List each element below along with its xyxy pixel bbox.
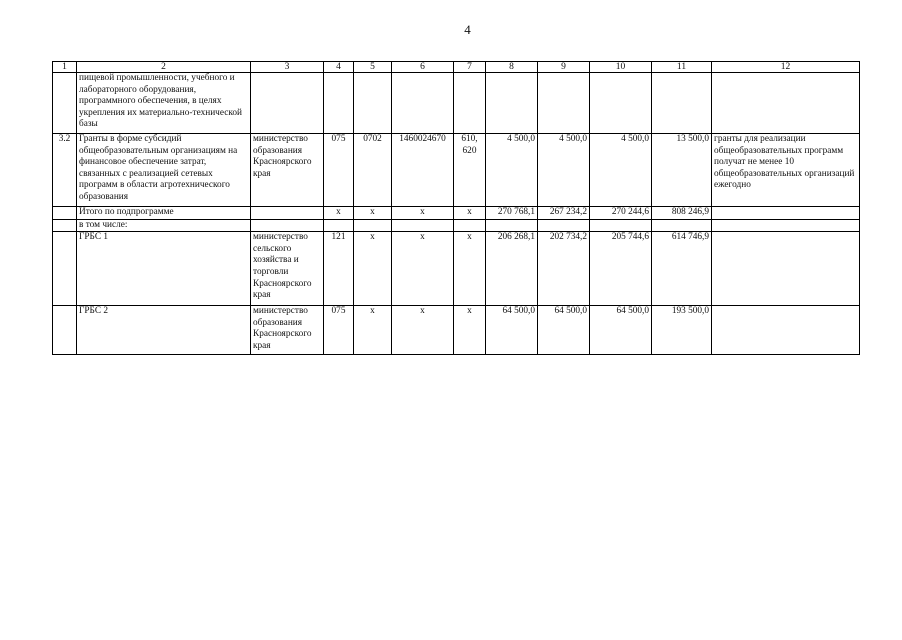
expected-result-cell — [712, 207, 860, 220]
amount-cell: 64 500,0 — [486, 306, 538, 355]
amount-cell: 206 268,1 — [486, 232, 538, 306]
vr-cell: x — [454, 232, 486, 306]
grbs-code-cell — [324, 73, 354, 134]
amount-cell — [486, 73, 538, 134]
amount-cell: 64 500,0 — [590, 306, 652, 355]
description-cell: в том числе: — [77, 219, 251, 232]
amount-cell: 267 234,2 — [538, 207, 590, 220]
budget-table — [52, 61, 860, 355]
administrator-cell — [251, 207, 324, 220]
csr-cell: 1460024670 — [392, 134, 454, 207]
vr-cell — [454, 73, 486, 134]
total-amount-cell: 193 500,0 — [652, 306, 712, 355]
amount-cell: 270 244,6 — [590, 207, 652, 220]
amount-cell: 4 500,0 — [538, 134, 590, 207]
csr-cell — [392, 219, 454, 232]
total-amount-cell: 614 746,9 — [652, 232, 712, 306]
administrator-cell: министерство образования Красноярского края — [251, 134, 324, 207]
amount-cell — [590, 73, 652, 134]
description-cell: ГРБС 2 — [77, 306, 251, 355]
expected-result-cell: гранты для реализации общеобразовательных программ получат не менее 10 общеобразовательных организаций ежегодно — [712, 134, 860, 207]
amount-cell — [538, 219, 590, 232]
table-row — [53, 134, 860, 207]
administrator-cell — [251, 219, 324, 232]
amount-cell — [590, 219, 652, 232]
administrator-cell — [251, 73, 324, 134]
row-number-cell: 3.2 — [53, 134, 77, 207]
amount-cell: 4 500,0 — [486, 134, 538, 207]
total-amount-cell — [652, 219, 712, 232]
administrator-cell: министерство образования Красноярского края — [251, 306, 324, 355]
column-number: 8 — [486, 62, 538, 73]
table-row — [53, 73, 860, 134]
expected-result-cell — [712, 232, 860, 306]
column-number: 11 — [652, 62, 712, 73]
row-number-cell — [53, 207, 77, 220]
amount-cell: 64 500,0 — [538, 306, 590, 355]
rzpr-cell: x — [354, 232, 392, 306]
rzpr-cell: x — [354, 306, 392, 355]
description-cell: ГРБС 1 — [77, 232, 251, 306]
amount-cell: 205 744,6 — [590, 232, 652, 306]
expected-result-cell — [712, 306, 860, 355]
table-row — [53, 232, 860, 306]
row-number-cell — [53, 232, 77, 306]
amount-cell — [486, 219, 538, 232]
column-number: 7 — [454, 62, 486, 73]
page-number: 4 — [464, 22, 471, 37]
csr-cell: x — [392, 207, 454, 220]
rzpr-cell — [354, 73, 392, 134]
rzpr-cell: 0702 — [354, 134, 392, 207]
row-number-cell — [53, 219, 77, 232]
vr-cell — [454, 219, 486, 232]
column-number: 10 — [590, 62, 652, 73]
column-number: 6 — [392, 62, 454, 73]
expected-result-cell — [712, 219, 860, 232]
amount-cell — [538, 73, 590, 134]
table-row — [53, 306, 860, 355]
description-cell: Гранты в форме субсидий общеобразовательным организациям на финансовое обеспечение затрат, связанных с реализацией сетевых программ в области агротехнического образования — [77, 134, 251, 207]
column-number-row — [53, 62, 860, 73]
administrator-cell: министерство сельского хозяйства и торговли Красноярского края — [251, 232, 324, 306]
column-number: 12 — [712, 62, 860, 73]
csr-cell: x — [392, 306, 454, 355]
column-number: 5 — [354, 62, 392, 73]
description-cell: Итого по подпрограмме — [77, 207, 251, 220]
grbs-code-cell: x — [324, 207, 354, 220]
grbs-code-cell — [324, 219, 354, 232]
column-number: 3 — [251, 62, 324, 73]
row-number-cell — [53, 306, 77, 355]
amount-cell: 4 500,0 — [590, 134, 652, 207]
rzpr-cell: x — [354, 207, 392, 220]
column-number: 4 — [324, 62, 354, 73]
total-amount-cell: 13 500,0 — [652, 134, 712, 207]
vr-cell: x — [454, 306, 486, 355]
amount-cell: 202 734,2 — [538, 232, 590, 306]
vr-cell: x — [454, 207, 486, 220]
grbs-code-cell: 075 — [324, 134, 354, 207]
description-cell: пищевой промышленности, учебного и лабораторного оборудования, программного обеспечения, в целях укрепления их материально-технической базы — [77, 73, 251, 134]
csr-cell — [392, 73, 454, 134]
expected-result-cell — [712, 73, 860, 134]
grbs-code-cell: 121 — [324, 232, 354, 306]
row-number-cell — [53, 73, 77, 134]
column-number: 1 — [53, 62, 77, 73]
column-number: 2 — [77, 62, 251, 73]
table-row — [53, 207, 860, 220]
total-amount-cell — [652, 73, 712, 134]
column-number: 9 — [538, 62, 590, 73]
rzpr-cell — [354, 219, 392, 232]
grbs-code-cell: 075 — [324, 306, 354, 355]
vr-cell: 610, 620 — [454, 134, 486, 207]
total-amount-cell: 808 246,9 — [652, 207, 712, 220]
table-row — [53, 219, 860, 232]
amount-cell: 270 768,1 — [486, 207, 538, 220]
csr-cell: x — [392, 232, 454, 306]
